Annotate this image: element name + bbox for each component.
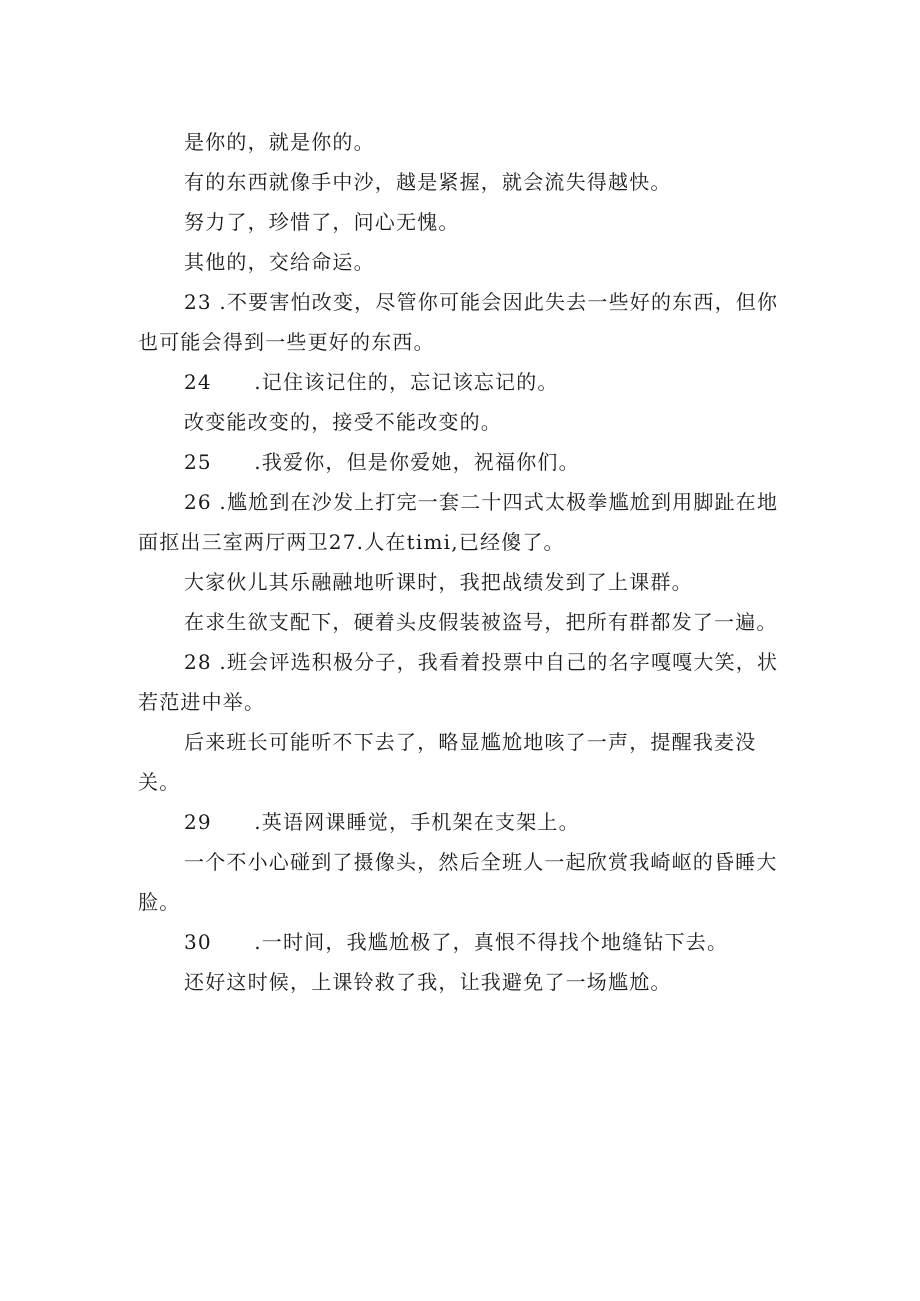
paragraph: 29 .英语网课睡觉，手机架在支架上。: [184, 810, 580, 834]
paragraph: 是你的，就是你的。: [184, 130, 375, 154]
paragraph: 25 .我爱你，但是你爱她，祝福你们。: [184, 450, 580, 474]
paragraph: 还好这时候，上课铃救了我，让我避免了一场尴尬。: [184, 970, 672, 994]
paragraph: 后来班长可能听不下去了，略显尴尬地咳了一声，提醒我麦没关。: [138, 730, 757, 794]
paragraph: 30 .一时间，我尴尬极了，真恨不得找个地缝钻下去。: [184, 930, 729, 954]
paragraph: 23 .不要害怕改变，尽管你可能会因此失去一些好的东西，但你也可能会得到一些更好的东西。: [138, 290, 779, 354]
paragraph: 24 .记住该记住的，忘记该忘记的。: [184, 370, 559, 394]
paragraph: 改变能改变的，接受不能改变的。: [184, 410, 502, 434]
paragraph: 有的东西就像手中沙，越是紧握，就会流失得越快。: [184, 170, 672, 194]
paragraph: 在求生欲支配下，硬着头皮假装被盗号，把所有群都发了一遍。: [184, 610, 778, 634]
paragraph: 大家伙儿其乐融融地听课时，我把战绩发到了上课群。: [184, 570, 693, 594]
paragraph: 其他的，交给命运。: [184, 250, 375, 274]
paragraph: 努力了，珍惜了，问心无愧。: [184, 210, 460, 234]
paragraph: 28 .班会评选积极分子，我看着投票中自己的名字嘎嘎大笑，状若范进中举。: [138, 650, 779, 714]
paragraph: 26 .尴尬到在沙发上打完一套二十四式太极拳尴尬到用脚趾在地面抠出三室两厅两卫27.人在timi,已经傻了。: [138, 490, 779, 554]
paragraph: 一个不小心碰到了摄像头，然后全班人一起欣赏我崎岖的昏睡大脸。: [138, 850, 778, 914]
document-body: [138, 122, 798, 1002]
